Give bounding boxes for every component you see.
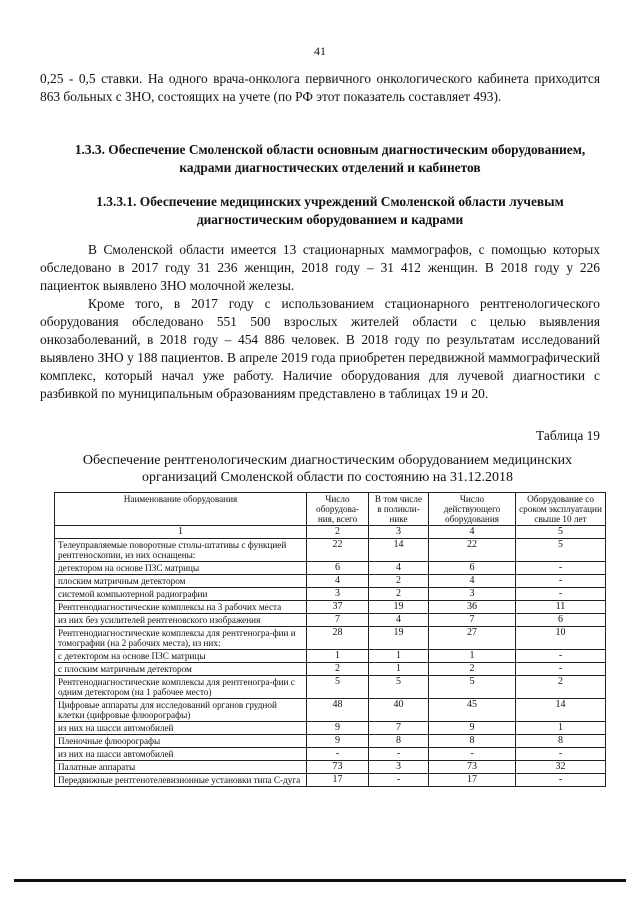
operating-count-cell: 8 bbox=[429, 735, 516, 748]
table-row bbox=[55, 735, 606, 748]
total-count-cell: 48 bbox=[307, 699, 369, 722]
over-10-years-cell: - bbox=[516, 650, 606, 663]
total-count-cell: 4 bbox=[307, 575, 369, 588]
total-count-cell: 22 bbox=[307, 539, 369, 562]
header-over-10-years: Оборудование со сроком эксплуатации свыше 10 лет bbox=[516, 493, 606, 526]
over-10-years-cell: - bbox=[516, 774, 606, 787]
over-10-years-cell: - bbox=[516, 588, 606, 601]
operating-count-cell: 5 bbox=[429, 676, 516, 699]
operating-count-cell: - bbox=[429, 748, 516, 761]
table-row bbox=[55, 614, 606, 627]
over-10-years-cell: 2 bbox=[516, 676, 606, 699]
header-equipment-name: Наименование оборудования bbox=[55, 493, 307, 526]
equipment-name-cell: с плоским матричным детектором bbox=[55, 663, 307, 676]
polyclinic-count-cell: 19 bbox=[369, 601, 429, 614]
operating-count-cell: 9 bbox=[429, 722, 516, 735]
equipment-name-cell: с детектором на основе ПЗС матрицы bbox=[55, 650, 307, 663]
total-count-cell: 17 bbox=[307, 774, 369, 787]
total-count-cell: 37 bbox=[307, 601, 369, 614]
operating-count-cell: 6 bbox=[429, 562, 516, 575]
over-10-years-cell: 6 bbox=[516, 614, 606, 627]
equipment-name-cell: Пленочные флюорографы bbox=[55, 735, 307, 748]
table-row bbox=[55, 539, 606, 562]
paragraph-mammographs: В Смоленской области имеется 13 стационарных маммографов, с помощью которых обследовано в 2017 году 31 236 женщин, 2018 году – 31 412 женщин. В 2018 году у 226 пациенток выявлено ЗНО молочной железы. bbox=[40, 242, 600, 293]
operating-count-cell: 22 bbox=[429, 539, 516, 562]
total-count-cell: 5 bbox=[307, 676, 369, 699]
table-row bbox=[55, 722, 606, 735]
bottom-divider bbox=[14, 879, 626, 882]
polyclinic-count-cell: 7 bbox=[369, 722, 429, 735]
column-index: 4 bbox=[429, 526, 516, 539]
column-index: 3 bbox=[369, 526, 429, 539]
operating-count-cell: 4 bbox=[429, 575, 516, 588]
polyclinic-count-cell: 4 bbox=[369, 562, 429, 575]
operating-count-cell: 45 bbox=[429, 699, 516, 722]
section-heading: 1.3.3. Обеспечение Смоленской области основным диагностическим оборудованием, кадрами диагностических отделений и кабинетов bbox=[74, 142, 586, 175]
table-row bbox=[55, 774, 606, 787]
total-count-cell: 9 bbox=[307, 722, 369, 735]
column-index: 1 bbox=[55, 526, 307, 539]
operating-count-cell: 27 bbox=[429, 627, 516, 650]
table-title: Обеспечение рентгенологическим диагностическим оборудованием медицинских организаций Смоленской области по состоянию на 31.12.2018 bbox=[82, 453, 573, 485]
operating-count-cell: 17 bbox=[429, 774, 516, 787]
operating-count-cell: 36 bbox=[429, 601, 516, 614]
equipment-name-cell: Палатные аппараты bbox=[55, 761, 307, 774]
operating-count-cell: 3 bbox=[429, 588, 516, 601]
equipment-name-cell: Передвижные рентгенотелевизионные установки типа С-дуга bbox=[55, 774, 307, 787]
polyclinic-count-cell: 2 bbox=[369, 575, 429, 588]
equipment-name-cell: Рентгенодиагностические комплексы для рентгеногра-фии с одним детектором (на 1 рабочее место) bbox=[55, 676, 307, 699]
total-count-cell: - bbox=[307, 748, 369, 761]
table-header-row bbox=[55, 493, 606, 526]
table-row bbox=[55, 676, 606, 699]
equipment-table bbox=[54, 492, 606, 787]
total-count-cell: 6 bbox=[307, 562, 369, 575]
total-count-cell: 3 bbox=[307, 588, 369, 601]
operating-count-cell: 1 bbox=[429, 650, 516, 663]
polyclinic-count-cell: 1 bbox=[369, 650, 429, 663]
header-polyclinic-count: В том числе в поликли-нике bbox=[369, 493, 429, 526]
polyclinic-count-cell: 40 bbox=[369, 699, 429, 722]
equipment-name-cell: Рентгенодиагностические комплексы для рентгеногра-фии и томографии (на 2 рабочих места), из них: bbox=[55, 627, 307, 650]
polyclinic-count-cell: 19 bbox=[369, 627, 429, 650]
table-row bbox=[55, 650, 606, 663]
equipment-name-cell: Цифровые аппараты для исследований органов грудной клетки (цифровые флюорографы) bbox=[55, 699, 307, 722]
over-10-years-cell: - bbox=[516, 663, 606, 676]
header-operating-count: Число действующего оборудования bbox=[429, 493, 516, 526]
paragraph-xray-equipment: Кроме того, в 2017 году с использованием стационарного рентгенологического оборудования обследовано 551 500 взрослых жителей области с целью выявления онкозаболеваний, в 2018 году – 454 886 человек. В 2018 году по результатам исследований выявлено ЗНО у 188 пациентов. В апреле 2019 года приобретен передвижной маммографический комплекс, который начал уже работу. Наличие оборудования для лучевой диагностики с разбивкой по муниципальным образованиям представлено в таблицах 19 и 20. bbox=[40, 296, 600, 401]
total-count-cell: 2 bbox=[307, 663, 369, 676]
polyclinic-count-cell: 5 bbox=[369, 676, 429, 699]
header-total-count: Число оборудова-ния, всего bbox=[307, 493, 369, 526]
table-label: Таблица 19 bbox=[536, 428, 600, 443]
over-10-years-cell: - bbox=[516, 562, 606, 575]
over-10-years-cell: 14 bbox=[516, 699, 606, 722]
over-10-years-cell: 10 bbox=[516, 627, 606, 650]
total-count-cell: 28 bbox=[307, 627, 369, 650]
equipment-name-cell: из них на шасси автомобилей bbox=[55, 748, 307, 761]
equipment-name-cell: детектором на основе ПЗС матрицы bbox=[55, 562, 307, 575]
over-10-years-cell: 8 bbox=[516, 735, 606, 748]
equipment-name-cell: Рентгенодиагностические комплексы на 3 рабочих места bbox=[55, 601, 307, 614]
operating-count-cell: 2 bbox=[429, 663, 516, 676]
page-number: 41 bbox=[314, 44, 326, 58]
equipment-name-cell: плоским матричным детектором bbox=[55, 575, 307, 588]
column-index-row bbox=[55, 526, 606, 539]
polyclinic-count-cell: - bbox=[369, 748, 429, 761]
operating-count-cell: 73 bbox=[429, 761, 516, 774]
polyclinic-count-cell: - bbox=[369, 774, 429, 787]
over-10-years-cell: 1 bbox=[516, 722, 606, 735]
table-row bbox=[55, 601, 606, 614]
table-row bbox=[55, 748, 606, 761]
table-row bbox=[55, 575, 606, 588]
over-10-years-cell: - bbox=[516, 575, 606, 588]
polyclinic-count-cell: 2 bbox=[369, 588, 429, 601]
table-row bbox=[55, 663, 606, 676]
over-10-years-cell: 32 bbox=[516, 761, 606, 774]
over-10-years-cell: - bbox=[516, 748, 606, 761]
table-row bbox=[55, 588, 606, 601]
table-row bbox=[55, 699, 606, 722]
polyclinic-count-cell: 1 bbox=[369, 663, 429, 676]
polyclinic-count-cell: 14 bbox=[369, 539, 429, 562]
over-10-years-cell: 11 bbox=[516, 601, 606, 614]
table-row bbox=[55, 761, 606, 774]
equipment-name-cell: системой компьютерной радиографии bbox=[55, 588, 307, 601]
total-count-cell: 7 bbox=[307, 614, 369, 627]
over-10-years-cell: 5 bbox=[516, 539, 606, 562]
equipment-name-cell: из них без усилителей рентгеновского изображения bbox=[55, 614, 307, 627]
table-row bbox=[55, 627, 606, 650]
operating-count-cell: 7 bbox=[429, 614, 516, 627]
total-count-cell: 1 bbox=[307, 650, 369, 663]
polyclinic-count-cell: 8 bbox=[369, 735, 429, 748]
column-index: 2 bbox=[307, 526, 369, 539]
column-index: 5 bbox=[516, 526, 606, 539]
equipment-name-cell: из них на шасси автомобилей bbox=[55, 722, 307, 735]
total-count-cell: 73 bbox=[307, 761, 369, 774]
polyclinic-count-cell: 4 bbox=[369, 614, 429, 627]
equipment-name-cell: Телеуправляемые поворотные столы-штативы с функцией рентгеноскопии, из них оснащены: bbox=[55, 539, 307, 562]
total-count-cell: 9 bbox=[307, 735, 369, 748]
subsection-heading: 1.3.3.1. Обеспечение медицинских учреждений Смоленской области лучевым диагностическим оборудованием и кадрами bbox=[96, 194, 564, 227]
table-row bbox=[55, 562, 606, 575]
intro-paragraph: 0,25 - 0,5 ставки. На одного врача-онколога первичного онкологического кабинета приходится 863 больных с ЗНО, состоящих на учете (по РФ этот показатель составляет 493). bbox=[40, 71, 600, 104]
polyclinic-count-cell: 3 bbox=[369, 761, 429, 774]
